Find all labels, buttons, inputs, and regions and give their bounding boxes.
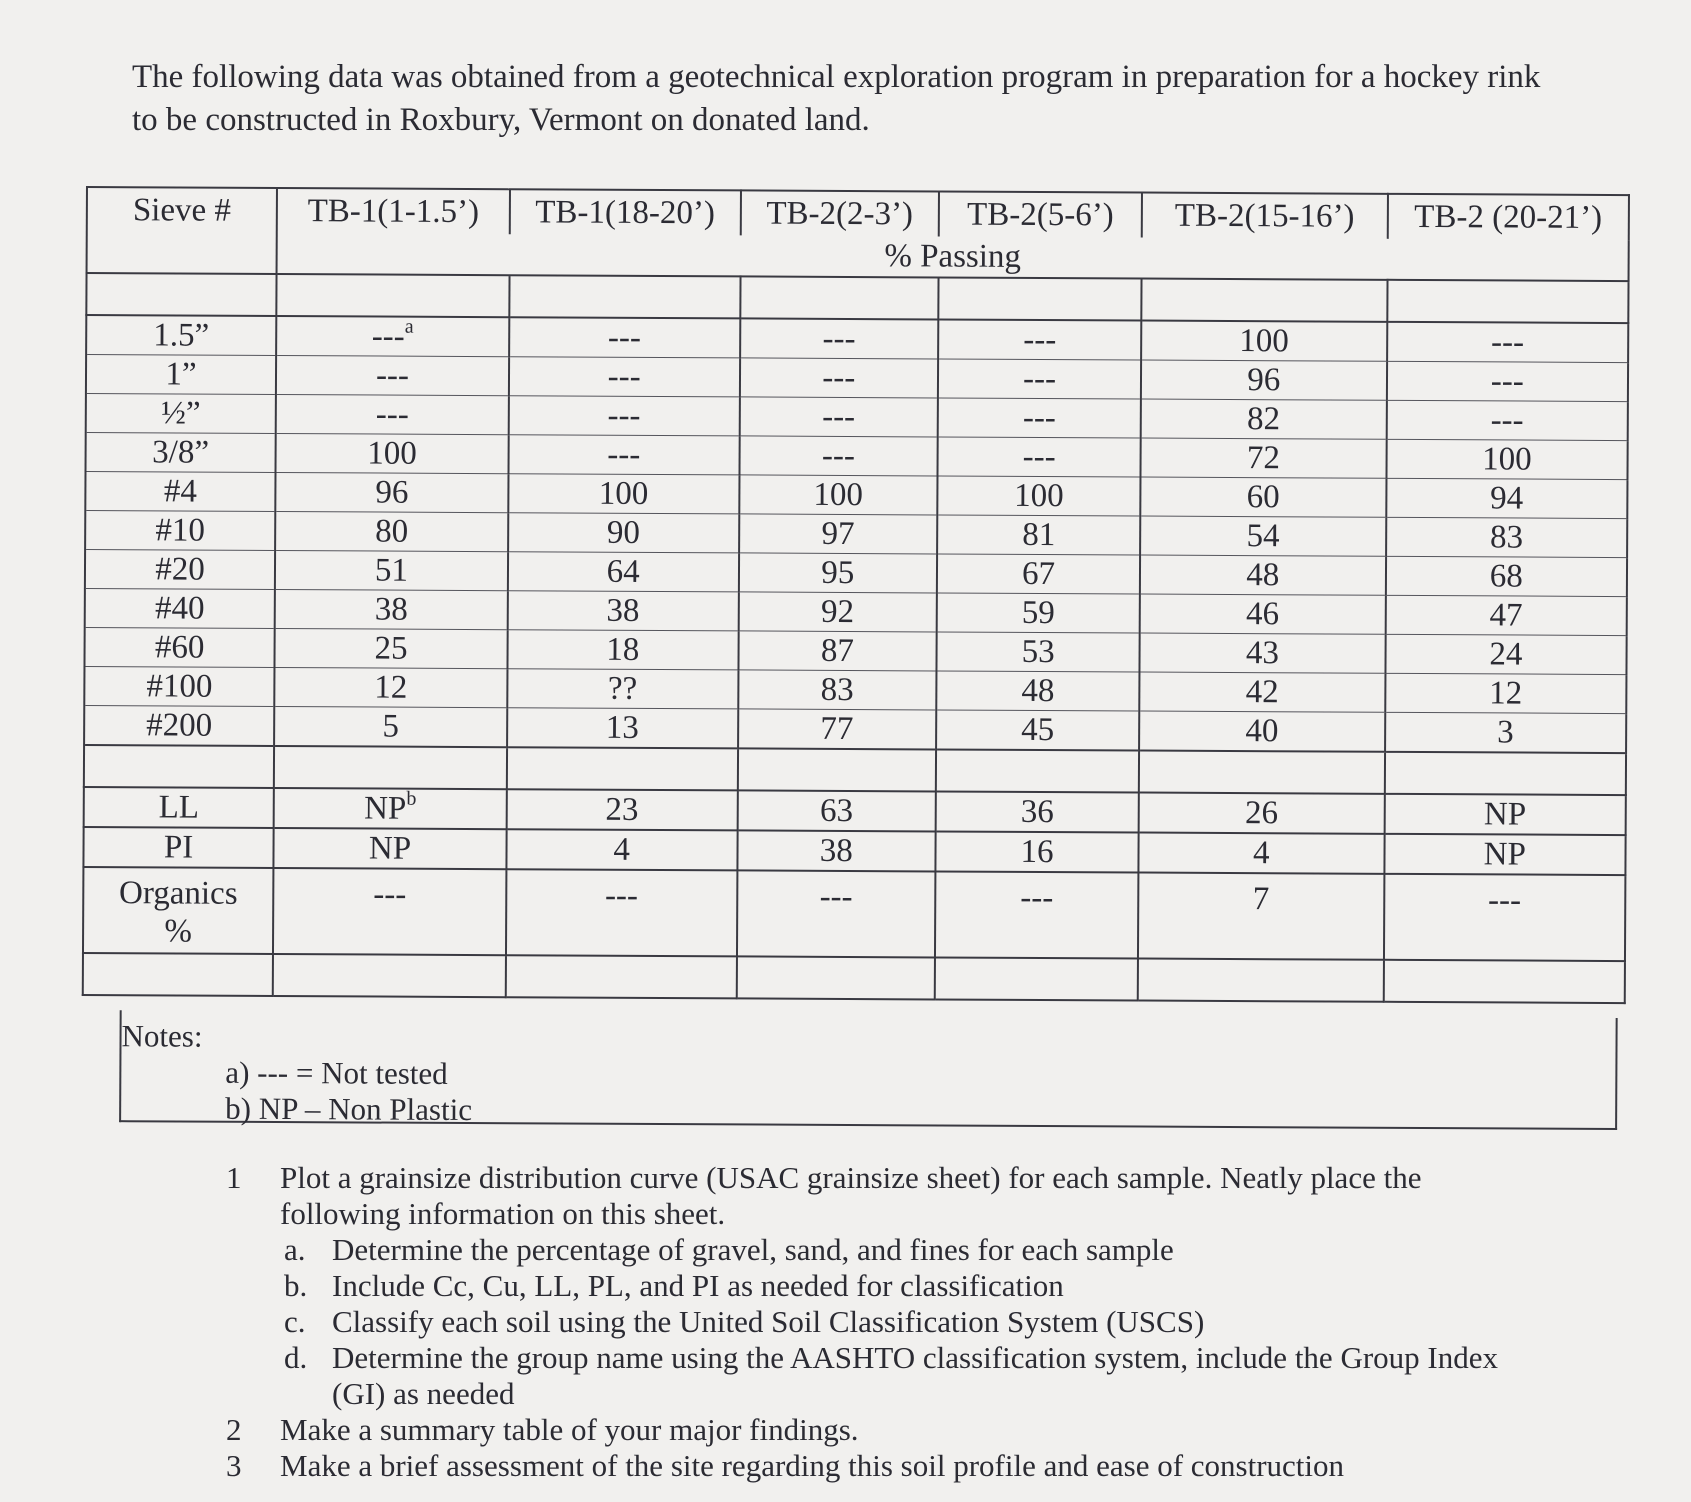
percent-passing-cell: ---	[276, 355, 509, 395]
percent-passing-cell: 96	[275, 472, 508, 512]
organics-cell: 7	[1138, 873, 1384, 960]
percent-passing-cell: 92	[738, 592, 937, 632]
percent-passing-cell: 77	[738, 709, 937, 750]
percent-passing-cell: 64	[508, 552, 739, 592]
sieve-size: #40	[85, 588, 275, 628]
percent-passing-cell: ---	[938, 359, 1141, 399]
sieve-data-table	[82, 186, 1630, 1004]
percent-passing-cell: ---$^a$	[276, 316, 509, 357]
subtask-text: Include Cc, Cu, LL, PL, and PI as needed for classification	[332, 1268, 1064, 1303]
organics-cell: ---	[935, 871, 1138, 958]
data-sheet	[81, 186, 1630, 1132]
percent-passing-cell: 100	[508, 474, 739, 514]
ll-cell: $NP^b$	[274, 788, 507, 829]
pi-cell: 38	[737, 830, 936, 871]
percent-passing-label: % Passing	[277, 233, 1629, 281]
task-item	[226, 1448, 1526, 1484]
column-header: TB-2(2-3’)	[740, 190, 939, 236]
percent-passing-cell: 12	[274, 667, 507, 707]
percent-passing-cell: 38	[508, 591, 739, 631]
sieve-size: 1”	[86, 355, 276, 395]
percent-passing-cell: 45	[936, 710, 1139, 751]
percent-passing-cell: 3	[1385, 712, 1627, 753]
organics-label: Organics %	[83, 867, 274, 954]
sieve-size: #100	[84, 666, 274, 706]
organics-row	[83, 867, 1625, 961]
percent-passing-cell: ---	[509, 357, 740, 397]
sieve-size: #60	[84, 627, 274, 667]
subtask-letter: c.	[284, 1304, 306, 1339]
organics-cell: ---	[506, 869, 737, 956]
percent-passing-cell: 96	[1141, 360, 1387, 400]
sieve-size: #10	[85, 511, 275, 551]
percent-passing-cell: ---	[938, 437, 1141, 477]
subtask-letter: a.	[284, 1232, 306, 1267]
percent-passing-cell: ---	[1386, 400, 1628, 440]
percent-passing-cell: ---	[740, 318, 939, 359]
percent-passing-cell: ---	[508, 435, 739, 475]
task-item	[226, 1412, 1526, 1448]
pi-cell: NP	[1384, 834, 1626, 875]
sieve-size: #20	[85, 550, 275, 590]
sieve-value-rows	[84, 315, 1628, 753]
sieve-size: #200	[84, 705, 274, 745]
notes-title: Notes:	[121, 1018, 203, 1054]
subtask-item	[226, 1304, 1526, 1340]
percent-passing-cell: 95	[738, 553, 937, 593]
pi-cell: 16	[936, 831, 1139, 872]
notes-box	[119, 1010, 1618, 1130]
task-number: 2	[226, 1412, 242, 1447]
column-header: TB-2(5-6’)	[939, 191, 1142, 237]
percent-passing-cell: ---	[739, 436, 938, 476]
percent-passing-cell: 100	[276, 433, 509, 473]
task-text: Make a brief assessment of the site regarding this soil profile and ease of construction	[280, 1448, 1345, 1483]
percent-passing-cell: ---	[938, 319, 1141, 360]
column-header: TB-2(15-16’)	[1142, 193, 1388, 239]
percent-passing-cell: ---	[1387, 322, 1629, 363]
sieve-header: Sieve #	[87, 187, 277, 233]
note-b: b) NP – Non Plastic	[225, 1090, 473, 1128]
note-a: a) --- = Not tested	[225, 1054, 448, 1091]
sieve-size: 3/8”	[86, 433, 276, 473]
percent-passing-cell: 13	[507, 708, 738, 749]
percent-passing-cell: 42	[1139, 672, 1385, 712]
sieve-size: ½”	[86, 394, 276, 434]
subtask-letter: d.	[284, 1340, 308, 1375]
percent-passing-cell: 100	[1386, 439, 1628, 479]
task-text: Make a summary table of your major findings.	[280, 1412, 859, 1447]
percent-passing-cell: ---	[739, 397, 938, 437]
percent-passing-cell: 82	[1141, 399, 1387, 439]
subtask-text: Determine the group name using the AASHTO classification system, include the Group Index (GI) as needed	[332, 1340, 1498, 1411]
column-header: TB-1(18-20’)	[510, 189, 741, 235]
percent-passing-cell: 54	[1140, 516, 1386, 556]
spacer-row	[83, 953, 1625, 1003]
intro-paragraph: The following data was obtained from a geotechnical exploration program in preparation for a hockey rink to be constructed in Roxbury, Vermont on donated land.	[132, 59, 1541, 138]
percent-passing-cell: 83	[1386, 517, 1628, 557]
percent-passing-cell: ---	[509, 396, 740, 436]
percent-passing-cell: 87	[738, 631, 937, 671]
column-header: TB-1(1-1.5’)	[277, 188, 510, 234]
percent-passing-cell: 24	[1385, 634, 1627, 674]
task-item	[226, 1160, 1526, 1232]
column-header: TB-2 (20-21’)	[1387, 194, 1629, 240]
pi-label: PI	[83, 827, 273, 868]
ll-cell: 36	[936, 791, 1139, 832]
header-row	[87, 187, 1629, 240]
percent-passing-cell: 47	[1385, 595, 1627, 635]
percent-passing-cell: 59	[937, 593, 1140, 633]
percent-passing-cell: 48	[936, 671, 1139, 711]
organics-cell: ---	[273, 868, 506, 955]
percent-passing-cell: 100	[739, 475, 938, 515]
percent-passing-cell: 5	[274, 706, 507, 747]
pi-cell: 4	[1138, 833, 1384, 874]
percent-passing-cell: 68	[1385, 556, 1627, 596]
percent-passing-cell: ---	[276, 394, 509, 434]
subtask-item	[226, 1340, 1526, 1412]
pi-cell: NP	[274, 828, 507, 869]
subtask-letter: b.	[284, 1268, 308, 1303]
subtask-item	[226, 1268, 1526, 1304]
percent-passing-cell: 53	[937, 632, 1140, 672]
percent-passing-cell: 43	[1139, 633, 1385, 673]
task-list	[226, 1160, 1526, 1484]
percent-passing-cell: 72	[1141, 438, 1387, 478]
ll-cell: 63	[737, 790, 936, 831]
subtask-text: Determine the percentage of gravel, sand, and fines for each sample	[332, 1232, 1174, 1267]
task-number: 3	[226, 1448, 242, 1483]
percent-passing-cell: 100	[937, 476, 1140, 516]
percent-passing-cell: 46	[1140, 594, 1386, 634]
sieve-size: 1.5”	[86, 315, 276, 355]
sieve-size: #4	[85, 472, 275, 512]
ll-cell: 26	[1139, 793, 1385, 834]
percent-passing-cell: 60	[1140, 477, 1386, 517]
ll-cell: NP	[1384, 794, 1626, 835]
percent-passing-cell: 90	[508, 513, 739, 553]
percent-passing-cell: 18	[507, 630, 738, 670]
percent-passing-cell: 80	[275, 511, 508, 551]
percent-passing-cell: 97	[739, 514, 938, 554]
percent-passing-cell: 100	[1141, 321, 1387, 362]
percent-passing-cell: ??	[507, 669, 738, 709]
percent-passing-cell: 51	[275, 550, 508, 590]
percent-passing-cell: 40	[1139, 711, 1385, 752]
task-text: Plot a grainsize distribution curve (USAC grainsize sheet) for each sample. Neatly place the following information on this sheet.	[280, 1160, 1422, 1231]
pi-cell: 4	[506, 829, 737, 870]
percent-passing-cell: ---	[739, 358, 938, 398]
percent-passing-cell: 81	[937, 515, 1140, 555]
task-number: 1	[226, 1160, 242, 1195]
subtask-item	[226, 1232, 1526, 1268]
percent-passing-cell: ---	[938, 398, 1141, 438]
ll-label: LL	[84, 787, 274, 828]
percent-passing-cell: 83	[738, 670, 937, 710]
organics-cell: ---	[736, 870, 935, 957]
subtask-text: Classify each soil using the United Soil Classification System (USCS)	[332, 1304, 1205, 1339]
percent-passing-cell: 25	[275, 628, 508, 668]
percent-passing-cell: ---	[1387, 361, 1629, 401]
percent-passing-cell: ---	[509, 317, 740, 358]
percent-passing-cell: 94	[1386, 478, 1628, 518]
percent-passing-cell: 67	[937, 554, 1140, 594]
percent-passing-cell: 48	[1140, 555, 1386, 595]
organics-cell: ---	[1384, 874, 1626, 961]
percent-passing-cell: 12	[1385, 673, 1627, 713]
percent-passing-cell: 38	[275, 589, 508, 629]
ll-cell: 23	[506, 789, 737, 830]
